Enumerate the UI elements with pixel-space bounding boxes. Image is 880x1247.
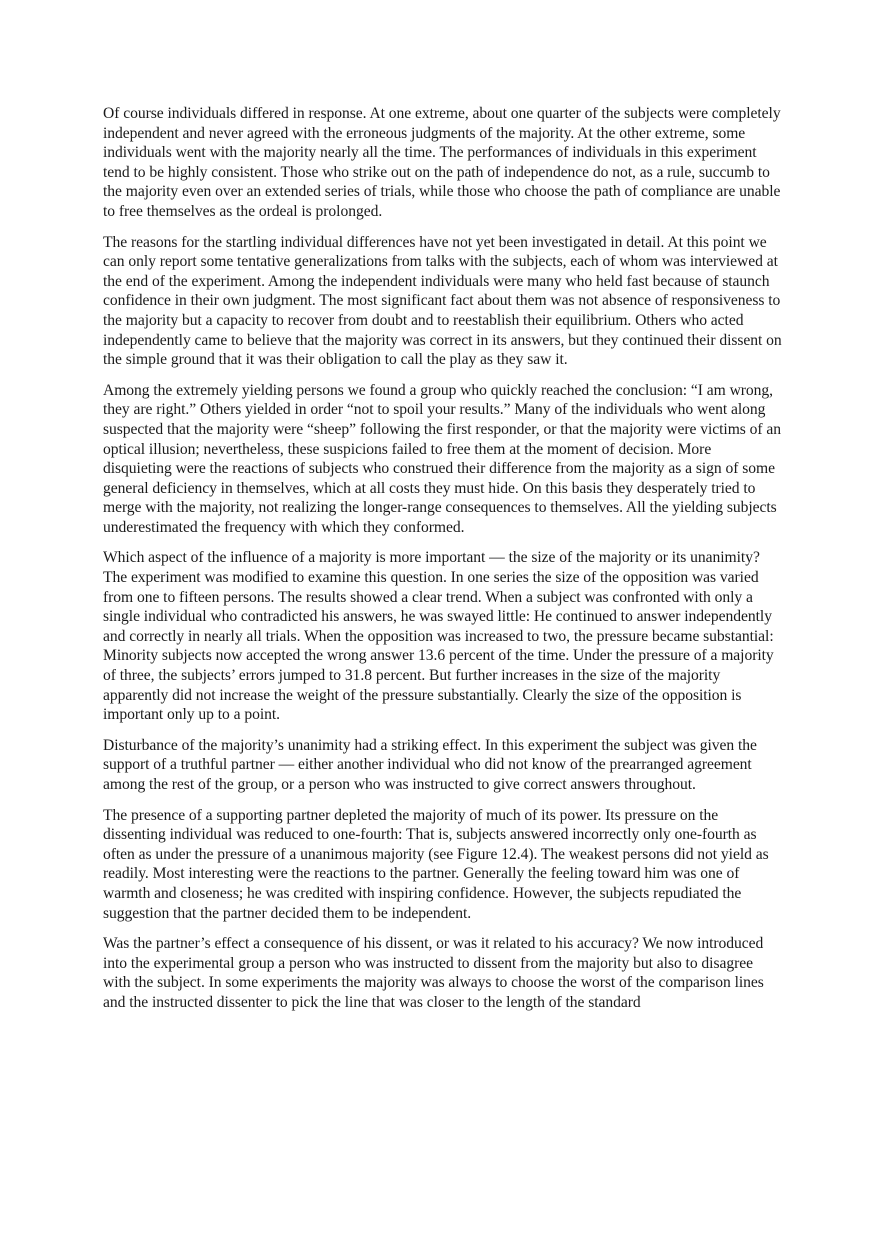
paragraph-partner-effect: Was the partner’s effect a consequence of his dissent, or was it related to his accuracy? We now introduced into the experimental group a person who was instructed to dissent from the majority but also to disagree with the subject. In some experiments the majority was always to choose the worst of the comparison lines and the instructed dissenter to pick the line that was closer to the length of the standard	[103, 935, 764, 1011]
paragraph-unanimity: Disturbance of the majority’s unanimity had a striking effect. In this experiment the subject was given the support of a truthful partner — either another individual who did not know of the prearranged agreement among the rest of the group, or a person who was instructed to give correct answers throughout.	[103, 736, 757, 793]
paragraph-reasons: The reasons for the startling individual differences have not yet been investigated in detail. At this point we can only report some tentative generalizations from talks with the subjects, each of whom was interviewed at the end of the experiment. Among the independent individuals were many who held fast because of staunch confidence in their own judgment. The most significant fact about them was not absence of responsiveness to the majority but a capacity to recover from doubt and to reestablish their equilibrium. Others who acted independently came to believe that the majority was correct in its answers, but they continued their dissent on the simple ground that it was their obligation to call the play as they saw it.	[103, 233, 782, 369]
paragraph-individual-differences: Of course individuals differed in response. At one extreme, about one quarter of the subjects were completely independent and never agreed with the erroneous judgments of the majority. At the other extreme, some individuals went with the majority nearly all the time. The performances of individuals in this experiment tend to be highly consistent. Those who strike out on the path of independence do not, as a rule, succumb to the majority even over an extended series of trials, while those who choose the path of compliance are unable to free themselves as the ordeal is prolonged.	[103, 105, 781, 220]
paragraph-yielding-persons: Among the extremely yielding persons we found a group who quickly reached the conclusion: “I am wrong, they are right.” Others yielded in order “not to spoil your results.” Many of the individuals who went along suspected that the majority were “sheep” following the first responder, or that the majority were victims of an optical illusion; nevertheless, these suspicions failed to free them at the moment of decision. More disquieting were the reactions of subjects who construed their difference from the majority as a sign of some general deficiency in themselves, which at all costs they must hide. On this basis they desperately tried to merge with the majority, not realizing the longer-range consequences to themselves. All the yielding subjects underestimated the frequency with which they conformed.	[103, 381, 782, 536]
document-page	[103, 104, 783, 1024]
paragraph-majority-size: Which aspect of the influence of a majority is more important — the size of the majority or its unanimity? The experiment was modified to examine this question. In one series the size of the opposition was varied from one to fifteen persons. The results showed a clear trend. When a subject was confronted with only a single individual who contradicted his answers, he was swayed little: He continued to answer independently and correctly in nearly all trials. When the opposition was increased to two, the pressure became substantial: Minority subjects now accepted the wrong answer 13.6 percent of the time. Under the pressure of a majority of three, the subjects’ errors jumped to 31.8 percent. But further increases in the size of the majority apparently did not increase the weight of the pressure substantially. Clearly the size of the opposition is important only up to a point.	[103, 549, 774, 724]
paragraph-supporting-partner: The presence of a supporting partner depleted the majority of much of its power. Its pressure on the dissenting individual was reduced to one-fourth: That is, subjects answered incorrectly only one-fourth as often as under the pressure of a unanimous majority (see Figure 12.4). The weakest persons did not yield as readily. Most interesting were the reactions to the partner. Generally the feeling toward him was one of warmth and closeness; he was credited with inspiring confidence. However, the subjects repudiated the suggestion that the partner decided them to be independent.	[103, 806, 769, 922]
